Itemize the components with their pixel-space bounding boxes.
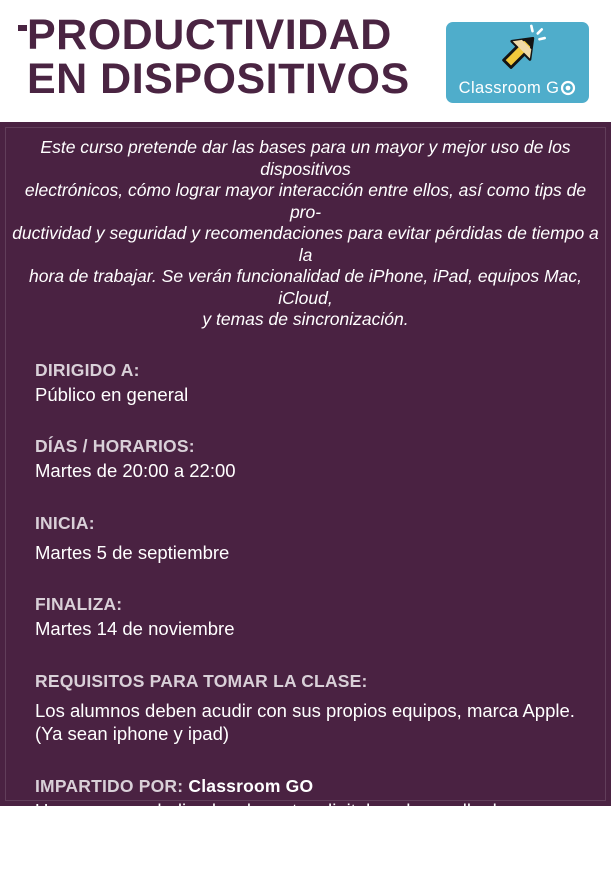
course-info-panel <box>0 122 611 806</box>
description-line: y temas de sincronización. <box>10 309 602 331</box>
section-dirigido-a <box>35 359 583 407</box>
go-o-icon <box>560 80 576 96</box>
section-list <box>0 359 611 869</box>
section-inicia <box>35 512 583 565</box>
section-text: Los alumnos deben acudir con sus propios equipos, marca Apple. <box>35 699 583 723</box>
section-heading: DÍAS / HORARIOS: <box>35 435 583 457</box>
section-heading: REQUISITOS PARA TOMAR LA CLASE: <box>35 670 583 692</box>
section-requisitos <box>35 670 583 746</box>
title-line-1: PRODUCTIVIDAD <box>27 11 392 59</box>
section-heading: INICIA: <box>35 512 583 534</box>
page-title <box>27 13 410 101</box>
section-text: creativos, y capacitaciones personalizadas y empresariales. <box>35 846 583 869</box>
description-line: Este curso pretende dar las bases para un mayor y mejor uso de los dispositivos <box>10 137 602 180</box>
section-heading <box>35 775 583 797</box>
title-mark <box>18 25 27 31</box>
section-heading-extra: Classroom GO <box>188 776 313 796</box>
section-text: Martes 14 de noviembre <box>35 617 583 641</box>
description-line: ductividad y seguridad y recomendaciones para evitar pérdidas de tiempo a la <box>10 223 602 266</box>
logo-wordmark <box>459 80 577 96</box>
section-dias-horarios <box>35 435 583 483</box>
section-text: Público en general <box>35 383 583 407</box>
section-text: Martes de 20:00 a 22:00 <box>35 459 583 483</box>
title-line-2: EN DISPOSITIVOS <box>27 55 410 103</box>
section-heading: FINALIZA: <box>35 593 583 615</box>
classroom-go-logo <box>446 22 589 103</box>
section-impartido-por <box>35 775 583 869</box>
description-line: hora de trabajar. Se verán funcionalidad de iPhone, iPad, equipos Mac, iCloud, <box>10 266 602 309</box>
course-description <box>10 137 602 331</box>
section-text: (Ya sean iphone y ipad) <box>35 722 583 746</box>
section-text: Una empresa dedicada a las artes digitales, desarrollo de proyectos <box>35 799 583 846</box>
section-heading-label: IMPARTIDO POR: <box>35 776 183 796</box>
section-text: Martes 5 de septiembre <box>35 541 583 565</box>
section-heading: DIRIGIDO A: <box>35 359 583 381</box>
header <box>0 0 611 122</box>
description-line: electrónicos, cómo lograr mayor interacción entre ellos, así como tips de pro- <box>10 180 602 223</box>
logo-wordmark-text: Classroom G <box>459 80 560 96</box>
section-finaliza <box>35 593 583 641</box>
cursor-pencil-icon <box>489 23 547 81</box>
